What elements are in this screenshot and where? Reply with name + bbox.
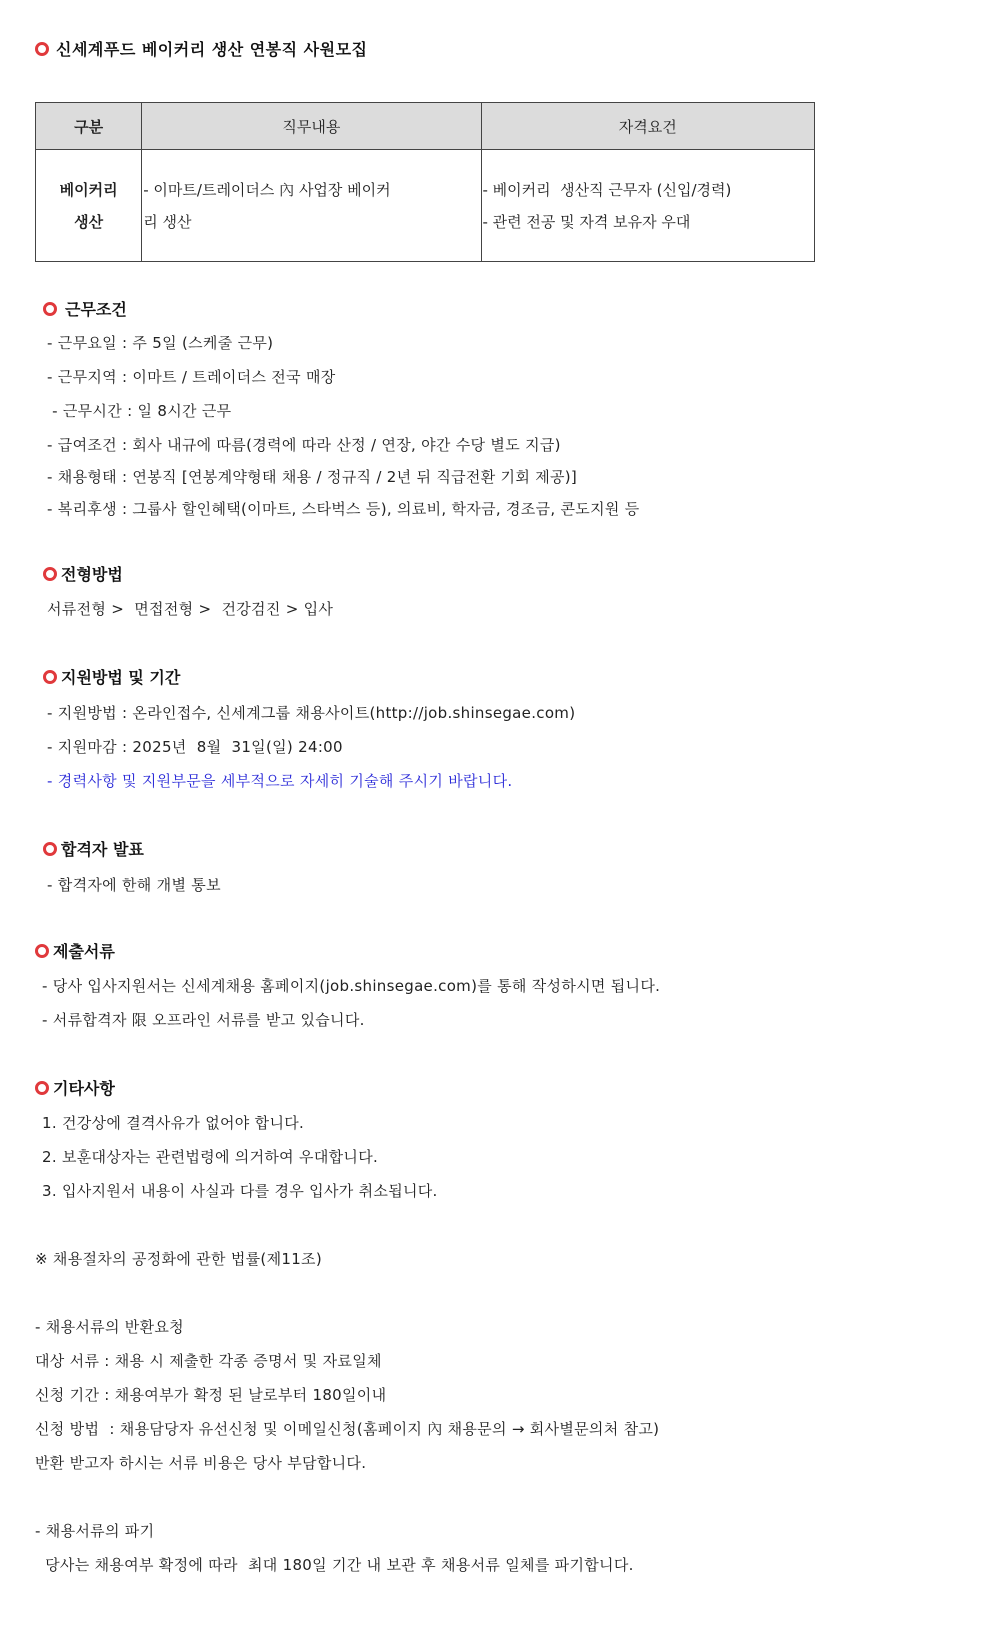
table-cell-duty [142,150,481,262]
cell-line: 리 생산 [143,212,192,231]
documents-line: - 서류합격자 限 오프라인 서류를 받고 있습니다. [42,1011,365,1029]
cell-line: 생산 [74,212,104,231]
section-heading-apply: 지원방법 및 기간 [61,668,181,687]
apply-line: - 지원마감 : 2025년 8월 31일(일) 24:00 [47,738,343,756]
section-bullet-icon [43,670,57,684]
table-cell-category [36,150,142,262]
return-line: 반환 받고자 하시는 서류 비용은 당사 부담합니다. [35,1454,367,1472]
section-bullet-icon [43,567,57,581]
section-bullet-icon [35,1081,49,1095]
cell-line: 베이커리 [59,180,118,199]
law-heading: ※ 채용절차의 공정화에 관한 법률(제11조) [35,1250,322,1268]
section-heading-documents: 제출서류 [53,942,115,961]
section-bullet-icon [35,944,49,958]
result-line: - 합격자에 한해 개별 통보 [47,876,221,894]
cell-line: - 이마트/트레이더스 內 사업장 베이커 [143,180,391,199]
section-heading-work: 근무조건 [65,300,127,319]
section-heading-selection: 전형방법 [61,565,123,584]
apply-line: - 지원방법 : 온라인접수, 신세계그룹 채용사이트(http://job.shinsegae.com) [47,704,576,722]
page-title: 신세계푸드 베이커리 생산 연봉직 사원모집 [56,40,368,59]
table-cell-qualification [481,150,815,262]
table-header: 자격요건 [481,103,815,150]
table-header-row [36,103,815,150]
cell-line: - 베이커리 생산직 근무자 (신입/경력) [482,180,732,199]
etc-line: 3. 입사지원서 내용이 사실과 다를 경우 입사가 취소됩니다. [42,1182,438,1200]
table-header: 직무내용 [142,103,481,150]
section-bullet-icon [43,302,57,316]
work-line: - 채용형태 : 연봉직 [연봉계약형태 채용 / 정규직 / 2년 뒤 직급전환 기회 제공)] [47,468,578,486]
return-heading: - 채용서류의 반환요청 [35,1318,184,1336]
return-line: 신청 기간 : 채용여부가 확정 된 날로부터 180일이내 [35,1386,387,1404]
title-bullet-icon [35,42,49,56]
apply-note: - 경력사항 및 지원부문을 세부적으로 자세히 기술해 주시기 바랍니다. [47,772,513,790]
work-line: - 급여조건 : 회사 내규에 따름(경력에 따라 산정 / 연장, 야간 수당 별도 지급) [47,436,561,454]
section-heading-etc: 기타사항 [53,1079,115,1098]
work-line: - 근무요일 : 주 5일 (스케줄 근무) [47,334,274,352]
selection-line: 서류전형 > 면접전형 > 건강검진 > 입사 [47,600,334,618]
documents-line: - 당사 입사지원서는 신세계채용 홈페이지(job.shinsegae.com)를 통해 작성하시면 됩니다. [42,977,661,995]
work-line: - 복리후생 : 그룹사 할인혜택(이마트, 스타벅스 등), 의료비, 학자금, 경조금, 콘도지원 등 [47,500,640,518]
table-row [36,150,815,262]
etc-line: 1. 건강상에 결격사유가 없어야 합니다. [42,1114,305,1132]
job-table [35,102,815,262]
cell-line: - 관련 전공 및 자격 보유자 우대 [482,212,691,231]
destroy-line: 당사는 채용여부 확정에 따라 최대 180일 기간 내 보관 후 채용서류 일체를 파기합니다. [35,1556,634,1574]
return-line: 신청 방법 : 채용담당자 유선신청 및 이메일신청(홈페이지 內 채용문의 → 회사별문의처 참고) [35,1420,660,1438]
destroy-heading: - 채용서류의 파기 [35,1522,155,1540]
return-line: 대상 서류 : 채용 시 제출한 각종 증명서 및 자료일체 [35,1352,382,1370]
table-header: 구분 [36,103,142,150]
work-line: - 근무지역 : 이마트 / 트레이더스 전국 매장 [47,368,336,386]
etc-line: 2. 보훈대상자는 관련법령에 의거하여 우대합니다. [42,1148,379,1166]
section-bullet-icon [43,842,57,856]
section-heading-result: 합격자 발표 [61,840,144,859]
work-line: - 근무시간 : 일 8시간 근무 [47,402,232,420]
